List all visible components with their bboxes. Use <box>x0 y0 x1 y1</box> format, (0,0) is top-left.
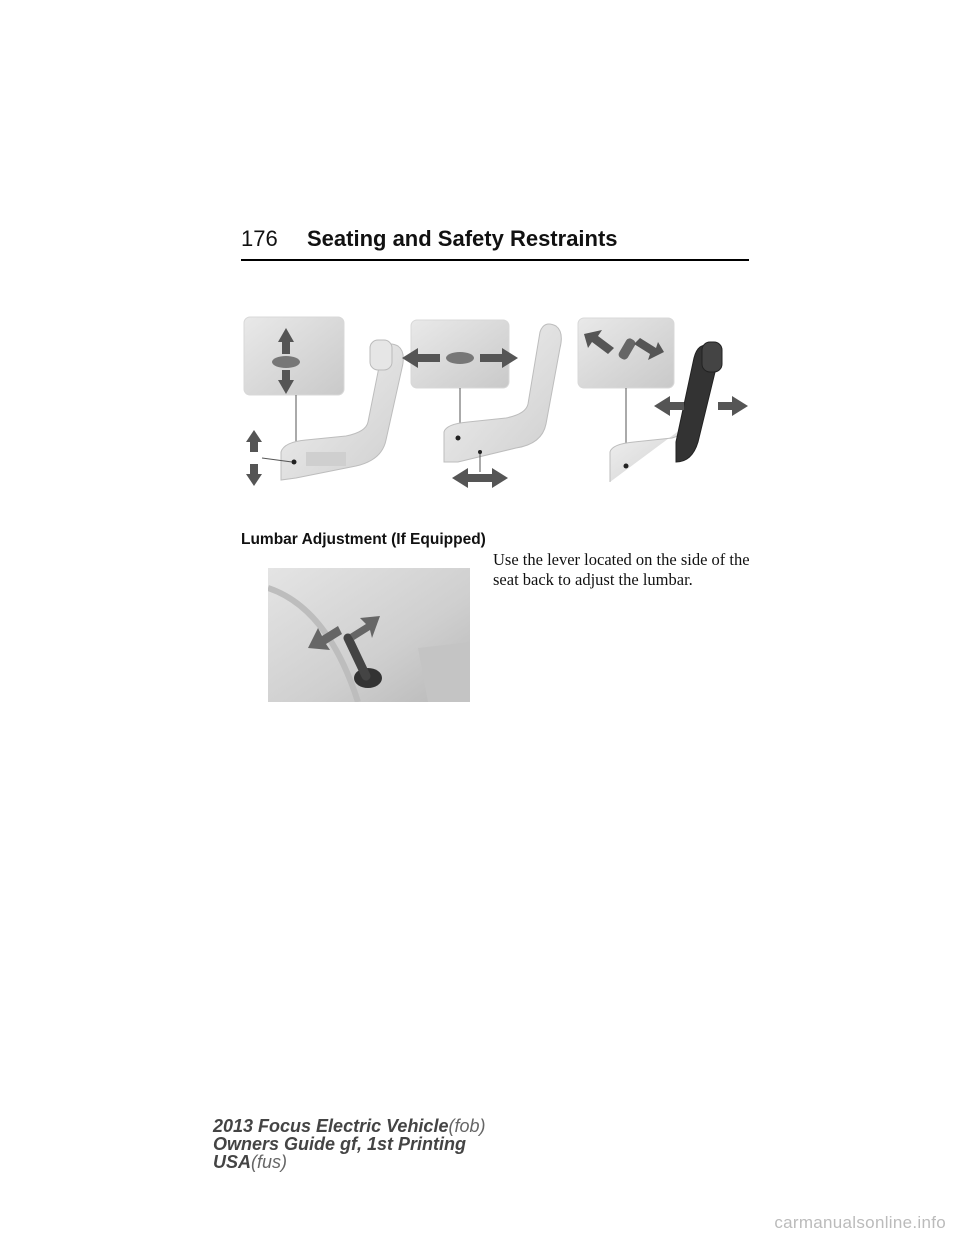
footer-vehicle-code: (fob) <box>448 1116 486 1136</box>
header-rule <box>241 259 749 261</box>
footer-line-3 <box>213 1153 485 1171</box>
page-number: 176 <box>241 226 278 251</box>
footer-vehicle-name: 2013 Focus Electric Vehicle <box>213 1116 449 1136</box>
lumbar-lever-illustration <box>268 568 470 702</box>
watermark: carmanualsonline.info <box>774 1213 946 1232</box>
lumbar-instructions: Use the lever located on the side of the seat back to adjust the lumbar. <box>493 550 750 589</box>
footer-print-info <box>213 1117 485 1171</box>
section-heading-lumbar: Lumbar Adjustment (If Equipped) <box>241 531 486 548</box>
page-header <box>241 226 749 262</box>
seat-fore-aft-adjust-icon <box>402 320 561 488</box>
footer-line-2: Owners Guide gf, 1st Printing <box>213 1134 467 1154</box>
power-seat-adjustment-illustration <box>236 312 752 494</box>
seatback-recline-adjust-icon <box>578 318 748 482</box>
seat-height-adjust-icon <box>244 317 403 486</box>
footer-market: USA <box>213 1152 252 1172</box>
chapter-title: Seating and Safety Restraints <box>307 226 618 251</box>
footer-line-1 <box>213 1117 485 1135</box>
footer-market-code: (fus) <box>251 1152 288 1172</box>
